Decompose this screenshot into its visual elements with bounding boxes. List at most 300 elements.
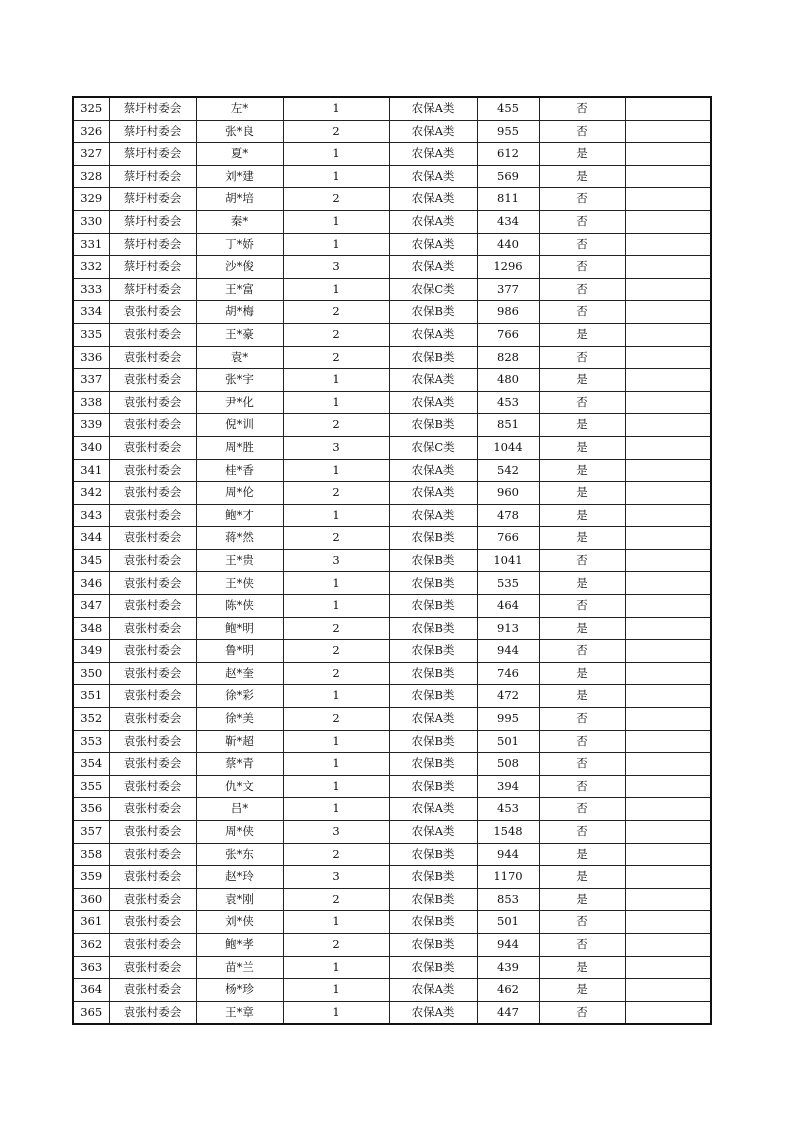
name-cell: 鲍*孝 [196,933,283,956]
remark-cell [625,572,711,595]
amount-cell: 464 [477,595,539,618]
name-cell: 张*东 [196,843,283,866]
amount-cell: 811 [477,188,539,211]
row-number-cell: 336 [73,346,109,369]
table-row [73,323,711,346]
table-row [73,753,711,776]
row-number-cell: 341 [73,459,109,482]
row-number-cell: 350 [73,662,109,685]
count-cell: 3 [283,256,389,279]
name-cell: 蔡*青 [196,753,283,776]
name-cell: 徐*彩 [196,685,283,708]
insurance-type-cell: 农保B类 [389,527,477,550]
table-row [73,708,711,731]
remark-cell [625,775,711,798]
name-cell: 胡*培 [196,188,283,211]
name-cell: 苗*兰 [196,956,283,979]
count-cell: 1 [283,1001,389,1024]
row-number-cell: 340 [73,436,109,459]
village-committee-cell: 袁张村委会 [109,549,196,572]
village-committee-cell: 蔡圩村委会 [109,278,196,301]
remark-cell [625,933,711,956]
insurance-type-cell: 农保B类 [389,346,477,369]
insurance-type-cell: 农保B类 [389,775,477,798]
remark-cell [625,346,711,369]
row-number-cell: 332 [73,256,109,279]
insurance-type-cell: 农保B类 [389,753,477,776]
remark-cell [625,640,711,663]
count-cell: 2 [283,843,389,866]
count-cell: 1 [283,233,389,256]
insurance-type-cell: 农保A类 [389,708,477,731]
remark-cell [625,369,711,392]
remark-cell [625,233,711,256]
insurance-type-cell: 农保B类 [389,617,477,640]
count-cell: 2 [283,323,389,346]
remark-cell [625,730,711,753]
count-cell: 1 [283,97,389,120]
insurance-type-cell: 农保B类 [389,595,477,618]
insurance-type-cell: 农保B类 [389,662,477,685]
count-cell: 2 [283,708,389,731]
table-row [73,278,711,301]
insurance-type-cell: 农保B类 [389,866,477,889]
table-row [73,436,711,459]
remark-cell [625,956,711,979]
village-committee-cell: 袁张村委会 [109,708,196,731]
name-cell: 吕* [196,798,283,821]
count-cell: 1 [283,595,389,618]
village-committee-cell: 袁张村委会 [109,459,196,482]
name-cell: 周*胜 [196,436,283,459]
row-number-cell: 325 [73,97,109,120]
amount-cell: 1044 [477,436,539,459]
insurance-type-cell: 农保B类 [389,956,477,979]
name-cell: 王*章 [196,1001,283,1024]
village-committee-cell: 袁张村委会 [109,662,196,685]
count-cell: 2 [283,527,389,550]
insurance-type-cell: 农保B类 [389,301,477,324]
remark-cell [625,708,711,731]
amount-cell: 455 [477,97,539,120]
name-cell: 赵*玲 [196,866,283,889]
insurance-type-cell: 农保A类 [389,256,477,279]
row-number-cell: 347 [73,595,109,618]
table-row [73,97,711,120]
flag-cell: 否 [539,708,625,731]
name-cell: 丁*娇 [196,233,283,256]
count-cell: 1 [283,504,389,527]
table-row [73,549,711,572]
table-row [73,459,711,482]
flag-cell: 是 [539,482,625,505]
remark-cell [625,753,711,776]
table-row [73,369,711,392]
flag-cell: 否 [539,120,625,143]
table-row [73,301,711,324]
count-cell: 2 [283,617,389,640]
amount-cell: 1296 [477,256,539,279]
count-cell: 1 [283,775,389,798]
table-row [73,956,711,979]
amount-cell: 501 [477,911,539,934]
amount-cell: 439 [477,956,539,979]
table-row [73,979,711,1002]
name-cell: 周*伦 [196,482,283,505]
row-number-cell: 342 [73,482,109,505]
insurance-type-cell: 农保A类 [389,369,477,392]
village-committee-cell: 袁张村委会 [109,301,196,324]
remark-cell [625,662,711,685]
village-committee-cell: 袁张村委会 [109,821,196,844]
count-cell: 2 [283,662,389,685]
count-cell: 2 [283,120,389,143]
insurance-type-cell: 农保A类 [389,504,477,527]
count-cell: 1 [283,979,389,1002]
name-cell: 张*宇 [196,369,283,392]
remark-cell [625,301,711,324]
flag-cell: 是 [539,843,625,866]
table-row [73,640,711,663]
count-cell: 1 [283,730,389,753]
name-cell: 沙*俊 [196,256,283,279]
table-row [73,911,711,934]
flag-cell: 否 [539,821,625,844]
count-cell: 2 [283,640,389,663]
remark-cell [625,188,711,211]
insurance-type-cell: 农保A类 [389,1001,477,1024]
name-cell: 王*侠 [196,572,283,595]
table-row [73,730,711,753]
amount-cell: 960 [477,482,539,505]
name-cell: 王*贵 [196,549,283,572]
row-number-cell: 328 [73,165,109,188]
row-number-cell: 331 [73,233,109,256]
remark-cell [625,843,711,866]
table-row [73,391,711,414]
name-cell: 仇*文 [196,775,283,798]
amount-cell: 480 [477,369,539,392]
amount-cell: 535 [477,572,539,595]
count-cell: 1 [283,391,389,414]
row-number-cell: 355 [73,775,109,798]
count-cell: 2 [283,482,389,505]
village-committee-cell: 蔡圩村委会 [109,188,196,211]
flag-cell: 否 [539,595,625,618]
row-number-cell: 344 [73,527,109,550]
amount-cell: 462 [477,979,539,1002]
count-cell: 3 [283,866,389,889]
table-row [73,482,711,505]
table-row [73,165,711,188]
village-committee-cell: 袁张村委会 [109,888,196,911]
insurance-type-cell: 农保A类 [389,188,477,211]
table-row [73,233,711,256]
table-row [73,843,711,866]
table-row [73,662,711,685]
row-number-cell: 356 [73,798,109,821]
flag-cell: 是 [539,572,625,595]
amount-cell: 569 [477,165,539,188]
insurance-type-cell: 农保B类 [389,414,477,437]
amount-cell: 955 [477,120,539,143]
data-table [72,96,712,1025]
amount-cell: 766 [477,323,539,346]
remark-cell [625,866,711,889]
village-committee-cell: 袁张村委会 [109,346,196,369]
insurance-type-cell: 农保B类 [389,933,477,956]
name-cell: 王*富 [196,278,283,301]
amount-cell: 828 [477,346,539,369]
insurance-type-cell: 农保A类 [389,210,477,233]
count-cell: 1 [283,369,389,392]
row-number-cell: 338 [73,391,109,414]
name-cell: 尹*化 [196,391,283,414]
amount-cell: 394 [477,775,539,798]
flag-cell: 是 [539,979,625,1002]
insurance-type-cell: 农保C类 [389,436,477,459]
count-cell: 2 [283,346,389,369]
table-row [73,188,711,211]
insurance-type-cell: 农保B类 [389,911,477,934]
village-committee-cell: 袁张村委会 [109,775,196,798]
count-cell: 2 [283,301,389,324]
insurance-type-cell: 农保B类 [389,888,477,911]
remark-cell [625,504,711,527]
remark-cell [625,414,711,437]
remark-cell [625,165,711,188]
amount-cell: 944 [477,640,539,663]
village-committee-cell: 袁张村委会 [109,933,196,956]
village-committee-cell: 蔡圩村委会 [109,120,196,143]
count-cell: 1 [283,278,389,301]
flag-cell: 否 [539,775,625,798]
remark-cell [625,685,711,708]
flag-cell: 是 [539,436,625,459]
table-row [73,775,711,798]
row-number-cell: 334 [73,301,109,324]
insurance-type-cell: 农保A类 [389,391,477,414]
remark-cell [625,1001,711,1024]
table-row [73,933,711,956]
count-cell: 1 [283,798,389,821]
amount-cell: 746 [477,662,539,685]
flag-cell: 否 [539,256,625,279]
name-cell: 桂*香 [196,459,283,482]
remark-cell [625,527,711,550]
table-row [73,1001,711,1024]
remark-cell [625,617,711,640]
flag-cell: 否 [539,188,625,211]
amount-cell: 440 [477,233,539,256]
village-committee-cell: 袁张村委会 [109,323,196,346]
amount-cell: 542 [477,459,539,482]
row-number-cell: 351 [73,685,109,708]
row-number-cell: 346 [73,572,109,595]
table-row [73,866,711,889]
insurance-type-cell: 农保C类 [389,278,477,301]
table-row [73,821,711,844]
document-page [72,96,712,1025]
remark-cell [625,979,711,1002]
count-cell: 1 [283,685,389,708]
insurance-type-cell: 农保B类 [389,572,477,595]
row-number-cell: 357 [73,821,109,844]
village-committee-cell: 袁张村委会 [109,391,196,414]
village-committee-cell: 袁张村委会 [109,843,196,866]
row-number-cell: 354 [73,753,109,776]
row-number-cell: 327 [73,143,109,166]
table-row [73,572,711,595]
village-committee-cell: 蔡圩村委会 [109,233,196,256]
flag-cell: 是 [539,662,625,685]
village-committee-cell: 袁张村委会 [109,617,196,640]
insurance-type-cell: 农保B类 [389,843,477,866]
flag-cell: 否 [539,798,625,821]
count-cell: 3 [283,436,389,459]
name-cell: 杨*珍 [196,979,283,1002]
row-number-cell: 339 [73,414,109,437]
village-committee-cell: 袁张村委会 [109,798,196,821]
village-committee-cell: 袁张村委会 [109,1001,196,1024]
remark-cell [625,549,711,572]
row-number-cell: 326 [73,120,109,143]
name-cell: 靳*超 [196,730,283,753]
flag-cell: 否 [539,911,625,934]
row-number-cell: 349 [73,640,109,663]
name-cell: 张*良 [196,120,283,143]
flag-cell: 是 [539,617,625,640]
name-cell: 左* [196,97,283,120]
count-cell: 1 [283,572,389,595]
amount-cell: 986 [477,301,539,324]
flag-cell: 否 [539,1001,625,1024]
table-row [73,595,711,618]
amount-cell: 453 [477,391,539,414]
amount-cell: 766 [477,527,539,550]
table-row [73,120,711,143]
remark-cell [625,256,711,279]
amount-cell: 851 [477,414,539,437]
name-cell: 秦* [196,210,283,233]
table-row [73,414,711,437]
count-cell: 2 [283,188,389,211]
count-cell: 3 [283,549,389,572]
village-committee-cell: 袁张村委会 [109,414,196,437]
insurance-type-cell: 农保B类 [389,640,477,663]
village-committee-cell: 袁张村委会 [109,504,196,527]
table-row [73,256,711,279]
village-committee-cell: 蔡圩村委会 [109,256,196,279]
flag-cell: 是 [539,866,625,889]
table-row [73,685,711,708]
row-number-cell: 343 [73,504,109,527]
village-committee-cell: 袁张村委会 [109,911,196,934]
remark-cell [625,482,711,505]
village-committee-cell: 袁张村委会 [109,979,196,1002]
village-committee-cell: 袁张村委会 [109,640,196,663]
remark-cell [625,120,711,143]
amount-cell: 478 [477,504,539,527]
count-cell: 3 [283,821,389,844]
remark-cell [625,391,711,414]
row-number-cell: 353 [73,730,109,753]
count-cell: 2 [283,414,389,437]
flag-cell: 是 [539,685,625,708]
insurance-type-cell: 农保A类 [389,97,477,120]
flag-cell: 是 [539,459,625,482]
amount-cell: 447 [477,1001,539,1024]
count-cell: 1 [283,753,389,776]
count-cell: 1 [283,143,389,166]
name-cell: 鲍*才 [196,504,283,527]
table-row [73,143,711,166]
amount-cell: 944 [477,933,539,956]
flag-cell: 是 [539,165,625,188]
flag-cell: 是 [539,527,625,550]
remark-cell [625,323,711,346]
insurance-type-cell: 农保A类 [389,459,477,482]
village-committee-cell: 蔡圩村委会 [109,210,196,233]
amount-cell: 913 [477,617,539,640]
remark-cell [625,911,711,934]
village-committee-cell: 袁张村委会 [109,685,196,708]
remark-cell [625,798,711,821]
name-cell: 袁*刚 [196,888,283,911]
flag-cell: 是 [539,888,625,911]
row-number-cell: 348 [73,617,109,640]
insurance-type-cell: 农保A类 [389,120,477,143]
remark-cell [625,436,711,459]
flag-cell: 是 [539,369,625,392]
row-number-cell: 329 [73,188,109,211]
flag-cell: 否 [539,97,625,120]
count-cell: 1 [283,956,389,979]
flag-cell: 是 [539,956,625,979]
village-committee-cell: 袁张村委会 [109,595,196,618]
row-number-cell: 361 [73,911,109,934]
row-number-cell: 330 [73,210,109,233]
flag-cell: 是 [539,323,625,346]
row-number-cell: 364 [73,979,109,1002]
flag-cell: 否 [539,278,625,301]
name-cell: 胡*梅 [196,301,283,324]
remark-cell [625,210,711,233]
insurance-type-cell: 农保A类 [389,233,477,256]
flag-cell: 否 [539,753,625,776]
count-cell: 2 [283,888,389,911]
name-cell: 袁* [196,346,283,369]
remark-cell [625,278,711,301]
amount-cell: 1548 [477,821,539,844]
village-committee-cell: 蔡圩村委会 [109,143,196,166]
amount-cell: 995 [477,708,539,731]
flag-cell: 否 [539,730,625,753]
village-committee-cell: 蔡圩村委会 [109,97,196,120]
name-cell: 倪*训 [196,414,283,437]
name-cell: 蒋*然 [196,527,283,550]
name-cell: 赵*奎 [196,662,283,685]
count-cell: 1 [283,459,389,482]
village-committee-cell: 袁张村委会 [109,527,196,550]
flag-cell: 是 [539,504,625,527]
row-number-cell: 359 [73,866,109,889]
remark-cell [625,821,711,844]
village-committee-cell: 袁张村委会 [109,572,196,595]
name-cell: 周*侠 [196,821,283,844]
amount-cell: 472 [477,685,539,708]
name-cell: 王*豪 [196,323,283,346]
